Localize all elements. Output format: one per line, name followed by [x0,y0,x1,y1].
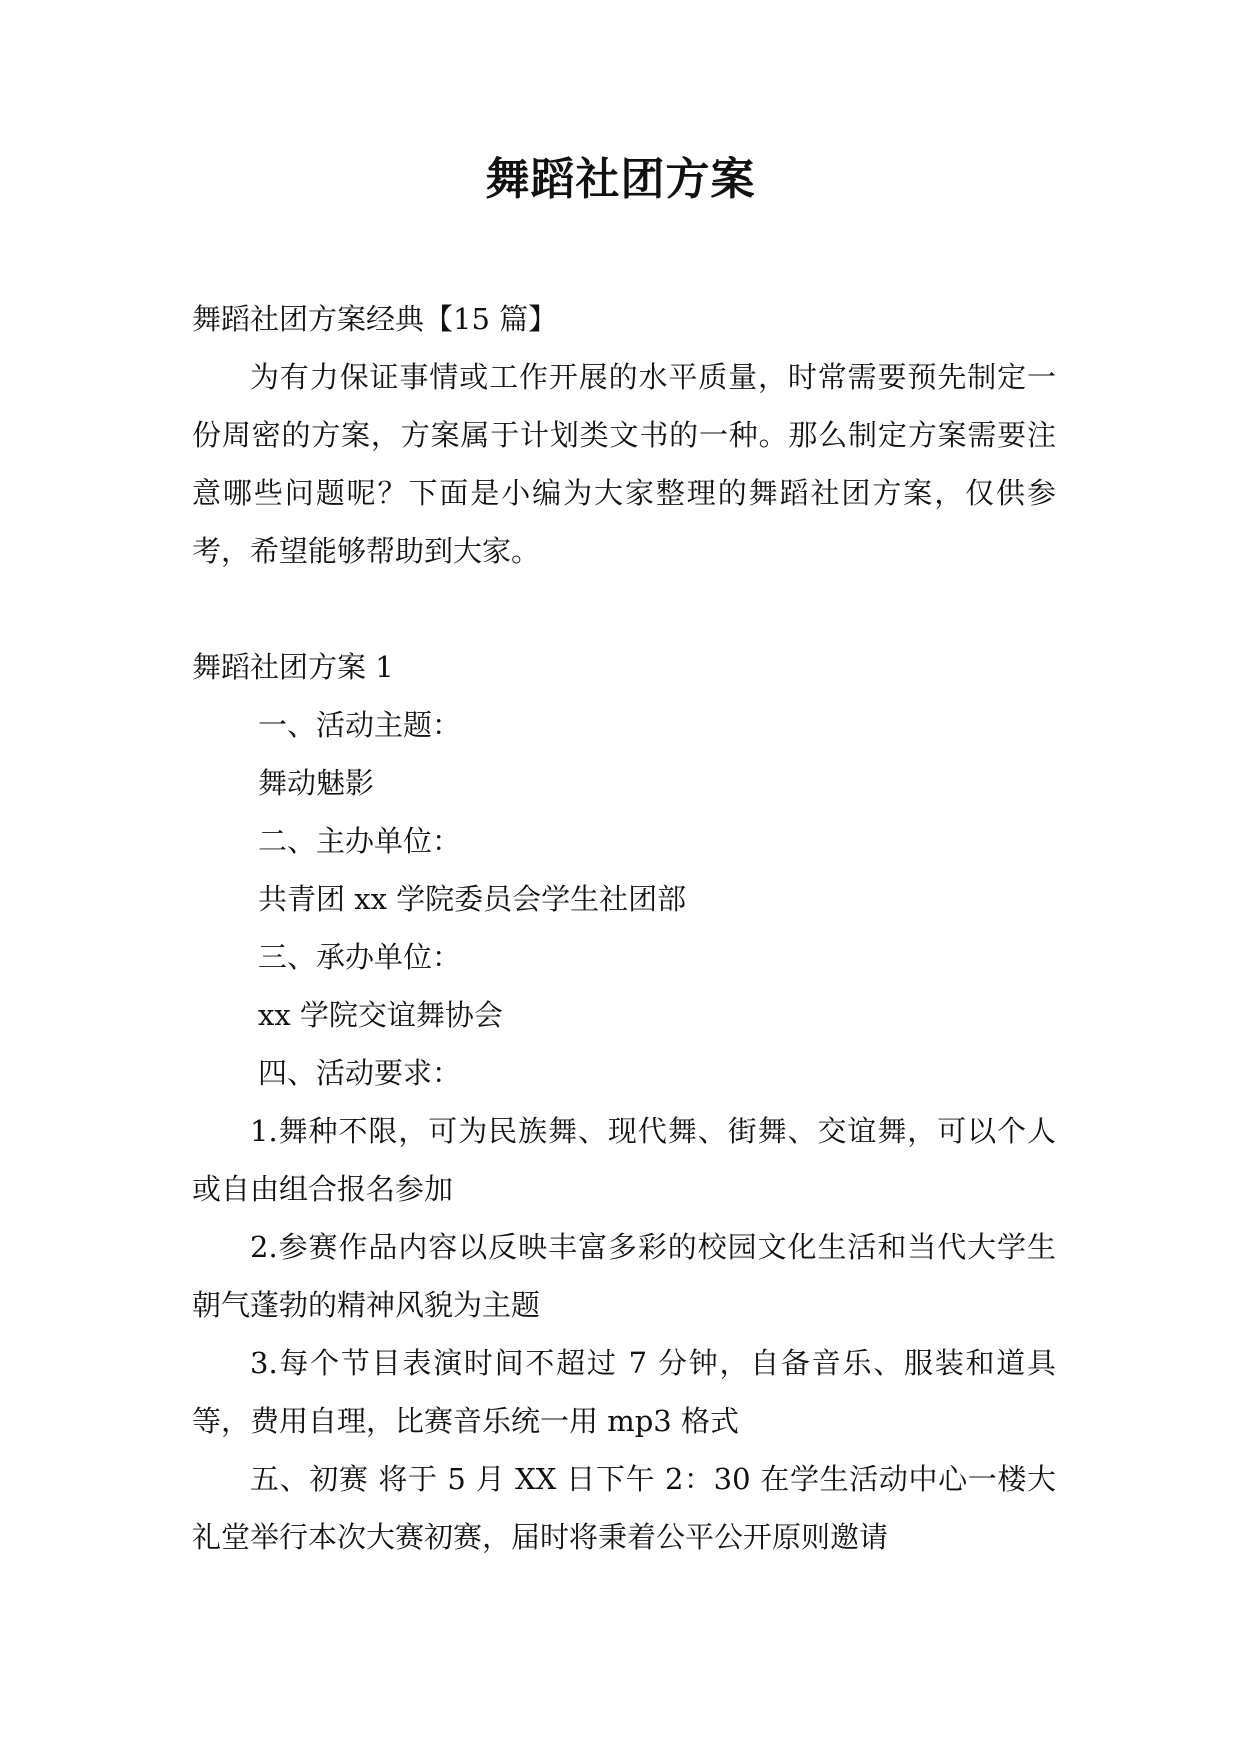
section-heading: 舞蹈社团方案 1 [192,650,394,684]
host-value: xx 学院交谊舞协会 [258,998,503,1032]
requirements-heading: 四、活动要求： [258,1056,462,1090]
host-heading: 三、承办单位： [258,940,462,974]
preliminary-paragraph: 五、初赛 将于 5 月 XX 日下午 2：30 在学生活动中心一楼大礼堂举行本次大赛初赛，届时将秉着公平公开原则邀请 [192,1462,1056,1554]
theme-value: 舞动魅影 [258,766,375,800]
paragraph-gap [192,580,1056,638]
document-subtitle: 舞蹈社团方案经典【15 篇】 [192,302,558,336]
theme-heading: 一、活动主题： [258,708,462,742]
intro-paragraph: 为有力保证事情或工作开展的水平质量，时常需要预先制定一份周密的方案，方案属于计划类文书的一种。那么制定方案需要注意哪些问题呢？下面是小编为大家整理的舞蹈社团方案，仅供参考，希望能够帮助到大家。 [192,360,1056,568]
requirement-1: 1.舞种不限，可为民族舞、现代舞、街舞、交谊舞，可以个人或自由组合报名参加 [192,1114,1056,1206]
document-body [192,290,1056,1566]
requirement-3: 3.每个节目表演时间不超过 7 分钟，自备音乐、服装和道具等，费用自理，比赛音乐统一用 mp3 格式 [192,1346,1056,1438]
requirement-2: 2.参赛作品内容以反映丰富多彩的校园文化生活和当代大学生朝气蓬勃的精神风貌为主题 [192,1230,1056,1322]
organizer-value: 共青团 xx 学院委员会学生社团部 [258,882,687,916]
organizer-heading: 二、主办单位： [258,824,462,858]
document-title: 舞蹈社团方案 [485,154,756,205]
